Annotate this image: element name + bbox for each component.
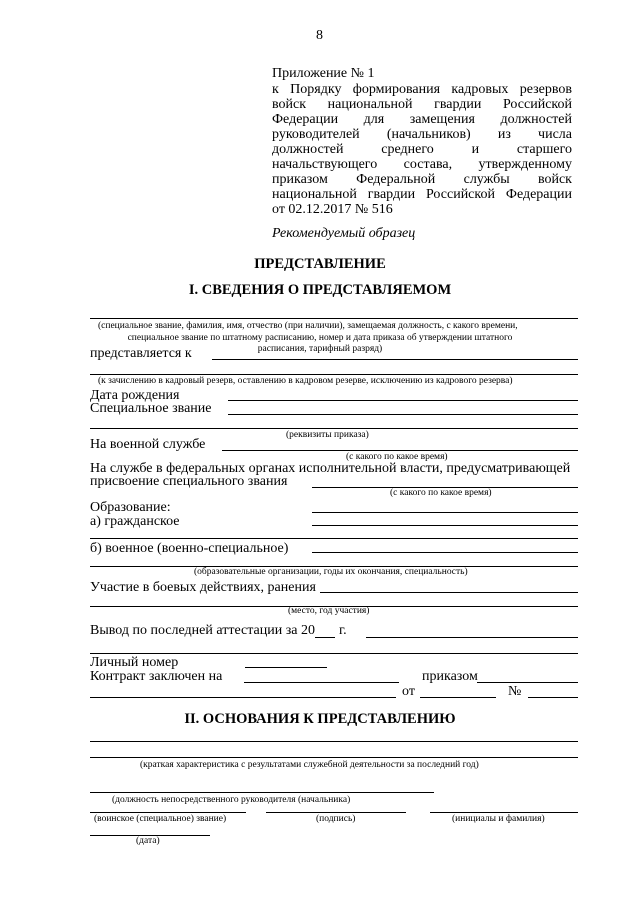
position-field[interactable] bbox=[90, 792, 434, 793]
section-1-title: I. СВЕДЕНИЯ О ПРЕДСТАВЛЯЕМОМ bbox=[188, 282, 452, 298]
education-civil-label: а) гражданское bbox=[90, 514, 180, 529]
attestation-line[interactable] bbox=[90, 653, 578, 654]
signature-field[interactable] bbox=[266, 812, 406, 813]
appendix-line: руководителей (начальников) из числа bbox=[272, 127, 572, 142]
federal-service-label-2: присвоение специального звания bbox=[90, 474, 288, 489]
section-2-title: II. ОСНОВАНИЯ К ПРЕДСТАВЛЕНИЮ bbox=[184, 711, 456, 727]
birth-date-field[interactable] bbox=[228, 400, 578, 401]
characteristic-line-1[interactable] bbox=[90, 741, 578, 742]
hint-signature: (подпись) bbox=[316, 814, 356, 824]
hint-person-2: специальное звание по штатному расписанию, номер и дата приказа об утверждении штатного bbox=[127, 333, 513, 343]
appendix-line: должностей среднего и старшего bbox=[272, 142, 572, 157]
appendix-line: приказом Федеральной службы войск bbox=[272, 172, 572, 187]
contract-line[interactable] bbox=[90, 697, 396, 698]
education-military-field[interactable] bbox=[312, 552, 578, 553]
education-civil-line[interactable] bbox=[90, 538, 578, 539]
birth-date-label: Дата рождения bbox=[90, 388, 180, 403]
hint-order: (реквизиты приказа) bbox=[286, 430, 369, 440]
education-label: Образование: bbox=[90, 500, 171, 515]
personal-number-label: Личный номер bbox=[90, 655, 179, 670]
hint-reserve: (к зачислению в кадровый резерв, оставлению в кадровом резерве, исключению из кадрового резерва) bbox=[98, 376, 513, 386]
order-number-field[interactable] bbox=[528, 697, 578, 698]
personal-number-field[interactable] bbox=[245, 667, 327, 668]
hint-rank: (воинское (специальное) звание) bbox=[94, 814, 227, 824]
military-service-field[interactable] bbox=[222, 450, 578, 451]
hint-education: (образовательные организации, годы их окончания, специальность) bbox=[194, 567, 468, 577]
combat-field[interactable] bbox=[320, 592, 578, 593]
attestation-suffix: г. bbox=[339, 623, 347, 638]
order-date-field[interactable] bbox=[420, 697, 496, 698]
from-label: от bbox=[402, 684, 415, 699]
order-details-line[interactable] bbox=[90, 428, 578, 429]
special-rank-label: Специальное звание bbox=[90, 401, 212, 416]
appendix-line: Федерации для замещения должностей bbox=[272, 112, 572, 127]
federal-service-label: На службе в федеральных органах исполнительной власти, предусматривающей bbox=[90, 461, 571, 476]
hint-characteristic: (краткая характеристика с результатами служебной деятельности за последний год) bbox=[140, 760, 479, 770]
appendix-title: Приложение № 1 bbox=[272, 66, 375, 81]
person-info-line[interactable] bbox=[90, 318, 578, 319]
hint-combat: (место, год участия) bbox=[288, 606, 370, 616]
education-military-label: б) военное (военно-специальное) bbox=[90, 541, 289, 556]
hint-person-3: расписания, тарифный разряд) bbox=[257, 344, 383, 354]
page-number: 8 bbox=[316, 28, 323, 43]
hint-name: (инициалы и фамилия) bbox=[452, 814, 545, 824]
education-civil-field[interactable] bbox=[312, 525, 578, 526]
attestation-field[interactable] bbox=[366, 637, 578, 638]
appendix-line: к Порядку формирования кадровых резервов bbox=[272, 82, 572, 97]
hint-date: (дата) bbox=[136, 836, 160, 846]
attestation-year-field[interactable] bbox=[315, 637, 335, 638]
hint-period-2: (с какого по какое время) bbox=[390, 488, 492, 498]
combat-label: Участие в боевых действиях, ранения bbox=[90, 580, 316, 595]
order-field[interactable] bbox=[477, 682, 578, 683]
reserve-line[interactable] bbox=[90, 374, 578, 375]
attestation-label: Вывод по последней аттестации за 20 bbox=[90, 623, 315, 638]
contract-field[interactable] bbox=[244, 682, 399, 683]
contract-label: Контракт заключен на bbox=[90, 669, 223, 684]
appendix-line: национальной гвардии Российской Федерации bbox=[272, 187, 572, 202]
name-field[interactable] bbox=[430, 812, 578, 813]
recommended-sample: Рекомендуемый образец bbox=[272, 226, 416, 241]
rank-field[interactable] bbox=[90, 812, 246, 813]
presented-to-label: представляется к bbox=[90, 346, 192, 361]
special-rank-field[interactable] bbox=[228, 414, 578, 415]
document-title: ПРЕДСТАВЛЕНИЕ bbox=[254, 256, 386, 272]
hint-period-1: (с какого по какое время) bbox=[346, 452, 448, 462]
education-field[interactable] bbox=[312, 512, 578, 513]
military-service-label: На военной службе bbox=[90, 437, 206, 452]
appendix-line: от 02.12.2017 № 516 bbox=[272, 202, 393, 217]
appendix-line: войск национальной гвардии Российской bbox=[272, 97, 572, 112]
hint-position: (должность непосредственного руководителя (начальника) bbox=[112, 795, 351, 805]
order-label: приказом bbox=[422, 669, 478, 684]
appendix-line: начальствующего состава, утвержденному bbox=[272, 157, 572, 172]
number-sign: № bbox=[508, 684, 522, 699]
presented-to-field[interactable] bbox=[212, 359, 578, 360]
hint-person-1: (специальное звание, фамилия, имя, отчество (при наличии), замещаемая должность, с какого времени, bbox=[98, 321, 518, 331]
characteristic-line-2[interactable] bbox=[90, 757, 578, 758]
